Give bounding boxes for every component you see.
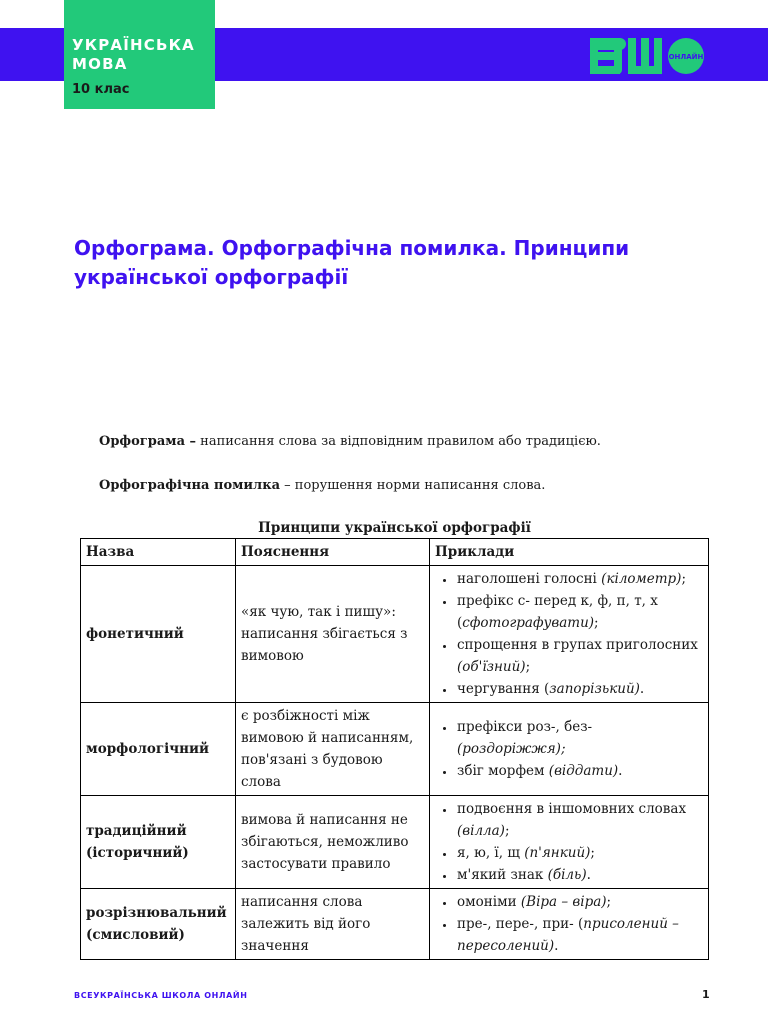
example-word: (біль): [547, 867, 587, 883]
principle-explanation: написання слова залежить від його значення: [236, 889, 430, 960]
example-word: присолений – пересолений): [457, 916, 679, 954]
footer-school-name: ВСЕУКРАЇНСЬКА ШКОЛА ОНЛАЙН: [74, 991, 248, 1000]
column-header-explanation: Пояснення: [236, 539, 430, 566]
example-punctuation: ;: [590, 845, 595, 861]
subject-name-line2: МОВА: [72, 55, 128, 73]
example-item: [455, 568, 703, 590]
subject-badge: [64, 0, 215, 109]
vshkola-logo: [590, 38, 718, 74]
table-body: [81, 566, 709, 960]
example-word: (віддати): [548, 763, 619, 779]
example-text: збіг морфем: [457, 763, 549, 779]
example-text: чергування (: [457, 681, 550, 697]
example-text: наголошені голосні: [457, 571, 602, 587]
example-punctuation: ;: [681, 571, 686, 587]
definition-term: Орфограма –: [99, 434, 197, 449]
example-word: запорізький): [549, 681, 640, 697]
column-header-examples: Приклади: [430, 539, 709, 566]
example-text: я, ю, ї, щ: [457, 845, 525, 861]
definition-spelling-error: [99, 477, 739, 495]
example-word: (кілометр): [601, 571, 682, 587]
example-word: (п'янкий): [524, 845, 591, 861]
example-item: [455, 634, 703, 678]
example-text: пре-, пере-, при- (: [457, 916, 584, 932]
example-item: [455, 842, 703, 864]
example-item: [455, 678, 703, 700]
principle-explanation: є розбіжності між вимовою й написанням, пов'язані з будовою слова: [236, 703, 430, 796]
table-row: [81, 796, 709, 889]
principle-name: традиційний (історичний): [81, 796, 236, 889]
principle-examples: [430, 566, 709, 703]
examples-list: [435, 568, 703, 700]
example-punctuation: ;: [606, 894, 612, 910]
example-punctuation: .: [586, 867, 591, 883]
examples-list: [435, 716, 703, 782]
principle-examples: [430, 796, 709, 889]
example-text: омоніми: [457, 894, 521, 910]
examples-list: [435, 798, 703, 886]
definition-text: – порушення норми написання слова.: [280, 478, 546, 493]
principle-name: фонетичний: [81, 566, 236, 703]
example-word: сфотографувати): [462, 615, 595, 631]
principle-examples: [430, 889, 709, 960]
example-punctuation: ;: [504, 823, 510, 839]
example-word: (об'їзний): [457, 659, 526, 675]
example-text: м'який знак: [457, 867, 548, 883]
example-punctuation: .: [618, 763, 623, 779]
table-header-row: [81, 539, 709, 566]
principles-table: [80, 538, 709, 960]
examples-list: [435, 891, 703, 957]
example-text: спрощення в групах приголосних: [457, 637, 698, 653]
logo-text: ОНЛАЙН: [668, 53, 704, 61]
example-item: [455, 716, 703, 760]
table-row: [81, 703, 709, 796]
example-item: [455, 913, 703, 957]
page-title: Орфограма. Орфографічна помилка. Принципи української орфографії: [74, 236, 630, 289]
example-punctuation: ;: [594, 615, 599, 631]
table-row: [81, 889, 709, 960]
definition-term: Орфографічна помилка: [99, 478, 281, 493]
table-caption: Принципи української орфографії: [258, 520, 531, 536]
principle-name: розрізнювальний (смисловий): [81, 889, 236, 960]
example-word: (Віра – віра): [520, 894, 607, 910]
grade-label: 10 клас: [72, 82, 130, 97]
principle-explanation: «як чую, так і пишу»: написання збігається з вимовою: [236, 566, 430, 703]
example-punctuation: .: [639, 681, 645, 697]
principle-explanation: вимова й написання не збігаються, неможливо застосувати правило: [236, 796, 430, 889]
example-text: подвоєння в іншомовних словах: [457, 801, 687, 817]
example-word: (вілла): [457, 823, 505, 839]
example-item: [455, 760, 703, 782]
column-header-name: Назва: [81, 539, 236, 566]
example-punctuation: .: [554, 938, 559, 954]
example-item: [455, 798, 703, 842]
example-text: префікси роз-, без-: [457, 719, 593, 735]
subject-name-line1: УКРАЇНСЬКА: [72, 36, 195, 54]
principle-examples: [430, 703, 709, 796]
definition-orthogram: [99, 433, 739, 451]
example-item: [455, 864, 703, 886]
definition-text: написання слова за відповідним правилом або традицією.: [196, 434, 601, 449]
principle-name: морфологічний: [81, 703, 236, 796]
example-punctuation: ;: [525, 659, 531, 675]
example-item: [455, 590, 703, 634]
example-word: (роздоріжжя);: [457, 741, 566, 757]
table-row: [81, 566, 709, 703]
example-text: префікс с- перед к, ф, п, т, х (: [457, 593, 658, 631]
page-number: 1: [702, 988, 710, 1001]
example-item: [455, 891, 703, 913]
